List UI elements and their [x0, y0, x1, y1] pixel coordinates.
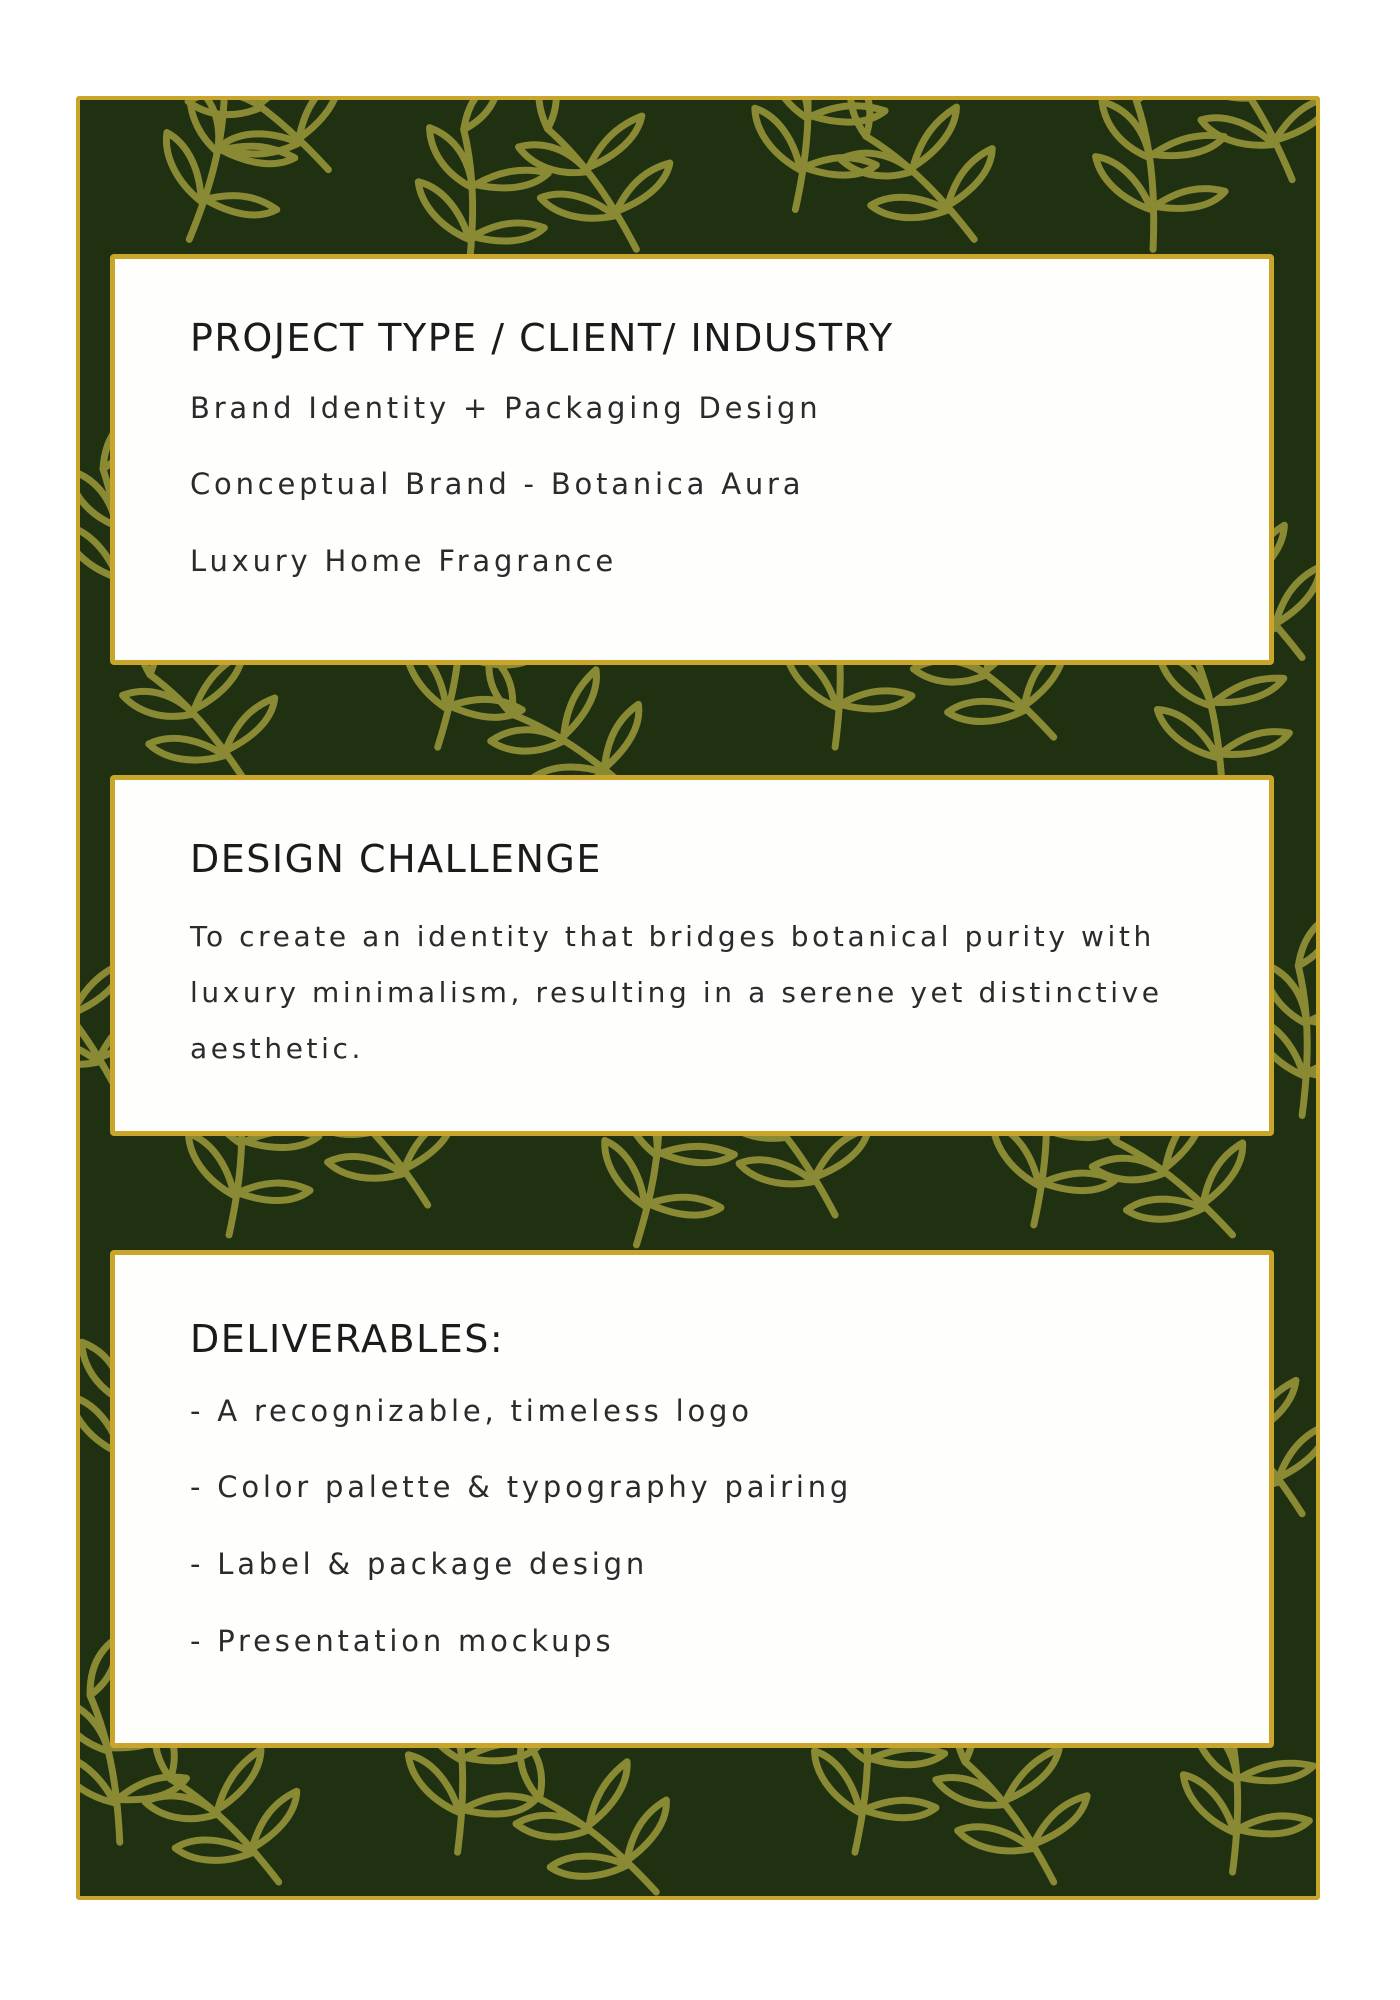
deliverables-heading: DELIVERABLES:	[190, 1317, 505, 1361]
project-type-line: Brand Identity + Packaging Design	[190, 390, 822, 425]
deliverable-item: - Label & package design	[190, 1547, 649, 1582]
industry-line: Luxury Home Fragrance	[190, 544, 618, 579]
project-heading: PROJECT TYPE / CLIENT/ INDUSTRY	[190, 316, 894, 360]
deliverable-item: - Presentation mockups	[190, 1624, 615, 1659]
client-line: Conceptual Brand - Botanica Aura	[190, 467, 805, 502]
deliverable-item: - A recognizable, timeless logo	[190, 1393, 753, 1428]
deliverable-item: - Color palette & typography pairing	[190, 1470, 853, 1505]
challenge-text: To create an identity that bridges botanical purity with luxury minimalism, resulting in a serene yet distinctive aesthetic.	[190, 919, 1163, 1065]
deliverables-card	[110, 1250, 1274, 1748]
project-info-card	[110, 254, 1274, 665]
challenge-heading: DESIGN CHALLENGE	[190, 837, 602, 881]
design-challenge-card	[110, 775, 1274, 1136]
